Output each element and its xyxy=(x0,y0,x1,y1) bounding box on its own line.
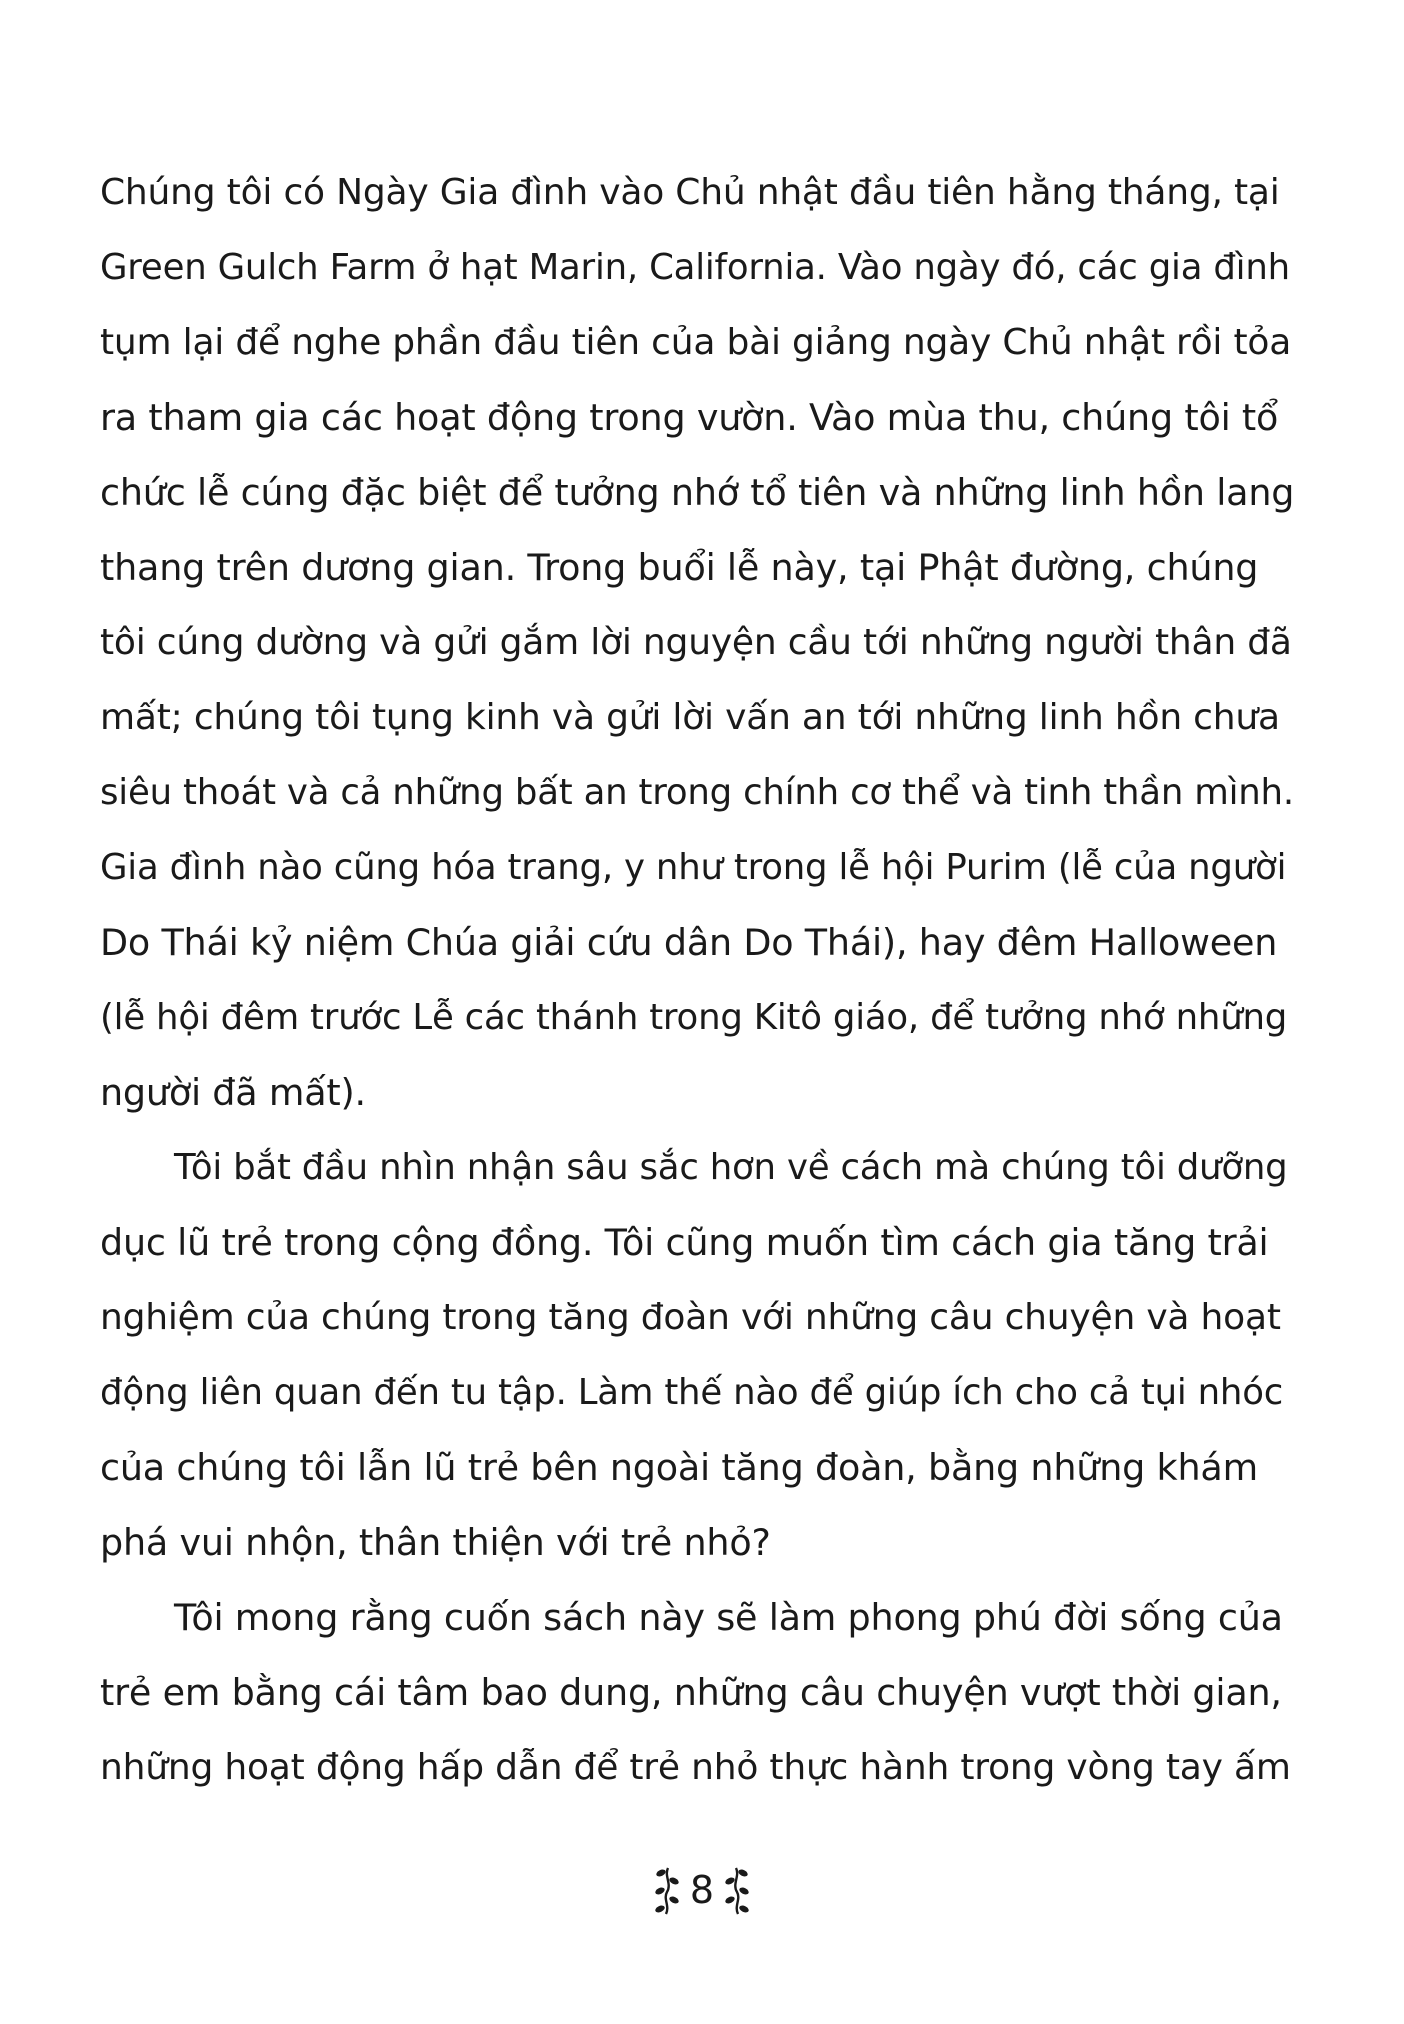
text-line: Gia đình nào cũng hóa trang, y như trong lễ hội Purim (lễ của người xyxy=(100,847,1287,888)
leaf-vine-ornament-icon xyxy=(654,1864,680,1916)
leaf-vine-ornament-icon xyxy=(724,1864,750,1916)
body-text xyxy=(100,155,1295,1805)
text-line: tụm lại để nghe phần đầu tiên của bài giảng ngày Chủ nhật rồi tỏa xyxy=(100,322,1292,363)
text-line: ra tham gia các hoạt động trong vườn. Vào mùa thu, chúng tôi tổ xyxy=(100,396,1279,439)
text-line: Do Thái kỷ niệm Chúa giải cứu dân Do Thái), hay đêm Halloween xyxy=(100,921,1278,964)
text-line: Tôi mong rằng cuốn sách này sẽ làm phong phú đời sống của xyxy=(174,1596,1283,1639)
text-line: siêu thoát và cả những bất an trong chính cơ thể và tinh thần mình. xyxy=(100,772,1294,813)
text-line: nghiệm của chúng trong tăng đoàn với những câu chuyện và hoạt xyxy=(100,1297,1281,1338)
text-line: dục lũ trẻ trong cộng đồng. Tôi cũng muốn tìm cách gia tăng trải xyxy=(100,1221,1269,1264)
text-line: Tôi bắt đầu nhìn nhận sâu sắc hơn về cách mà chúng tôi dưỡng xyxy=(174,1147,1288,1188)
text-line: những hoạt động hấp dẫn để trẻ nhỏ thực hành trong vòng tay ấm xyxy=(100,1747,1291,1788)
page-footer xyxy=(0,1860,1404,1920)
text-line: Green Gulch Farm ở hạt Marin, California. Vào ngày đó, các gia đình xyxy=(100,247,1290,288)
text-line: tôi cúng dường và gửi gắm lời nguyện cầu tới những người thân đã xyxy=(100,622,1292,663)
text-line: phá vui nhộn, thân thiện với trẻ nhỏ? xyxy=(100,1521,771,1564)
text-line: Chúng tôi có Ngày Gia đình vào Chủ nhật đầu tiên hằng tháng, tại xyxy=(100,172,1280,213)
text-line: chức lễ cúng đặc biệt để tưởng nhớ tổ tiên và những linh hồn lang xyxy=(100,471,1295,514)
text-line: động liên quan đến tu tập. Làm thế nào để giúp ích cho cả tụi nhóc xyxy=(100,1372,1284,1413)
text-line: trẻ em bằng cái tâm bao dung, những câu chuyện vượt thời gian, xyxy=(100,1671,1282,1714)
text-line: mất; chúng tôi tụng kinh và gửi lời vấn an tới những linh hồn chưa xyxy=(100,697,1280,738)
text-line: người đã mất). xyxy=(100,1071,366,1114)
page-number: 8 xyxy=(689,1868,715,1912)
text-line: thang trên dương gian. Trong buổi lễ này, tại Phật đường, chúng xyxy=(100,546,1259,589)
text-line: của chúng tôi lẫn lũ trẻ bên ngoài tăng đoàn, bằng những khám xyxy=(100,1446,1258,1489)
text-line: (lễ hội đêm trước Lễ các thánh trong Kitô giáo, để tưởng nhớ những xyxy=(100,997,1288,1038)
